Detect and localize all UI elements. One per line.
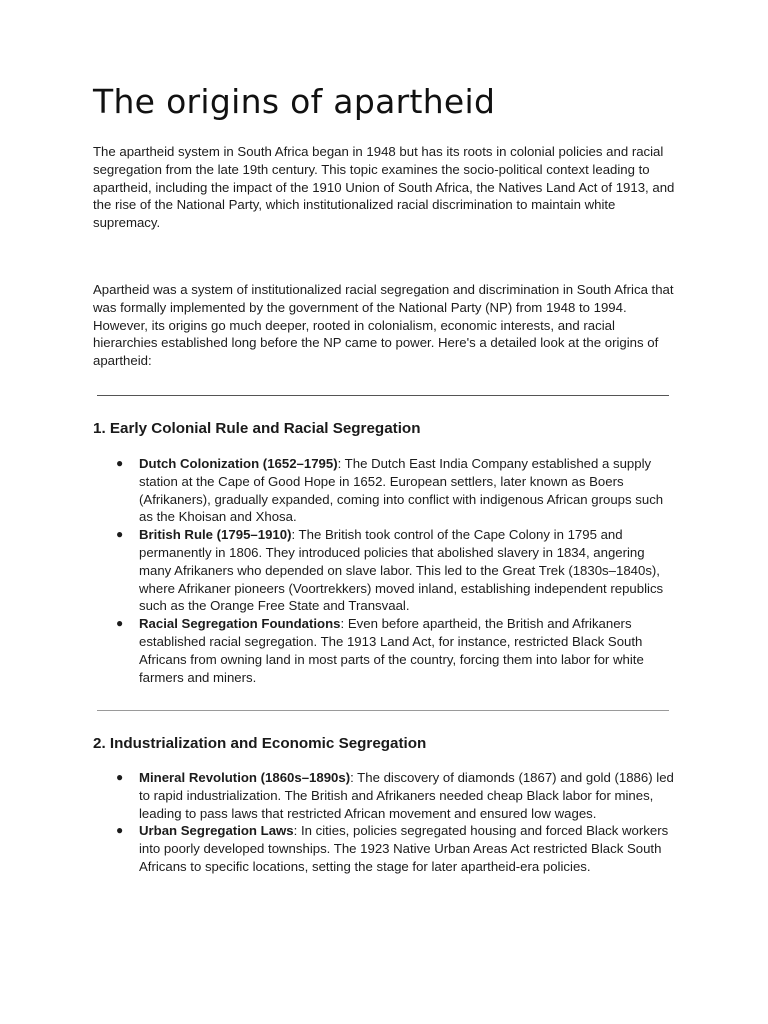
list-item bbox=[93, 455, 678, 526]
list-item-term: Urban Segregation Laws bbox=[139, 823, 294, 839]
bullet-dot-icon: ● bbox=[116, 770, 124, 784]
list-item-term: Mineral Revolution (1860s–1890s) bbox=[139, 770, 351, 785]
section-heading: 2. Industrialization and Economic Segregation bbox=[93, 735, 427, 752]
list-item-term: Dutch Colonization (1652–1795) bbox=[139, 456, 338, 471]
list-item-text: : The British took control of the Cape Colony in 1795 and permanently in 1806. They introduced policies that abolished slavery in 1834, angering many Afrikaners who depended on slave labor. This led to the Great Trek (1830s–1840s), where Afrikaner pioneers (Voortrekkers) moved inland, establishing independent republics such as the Orange Free State and Transvaal. bbox=[139, 527, 664, 614]
bullet-dot-icon: ● bbox=[116, 456, 124, 470]
bullet-dot-icon: ● bbox=[116, 616, 124, 631]
bullet-list bbox=[93, 769, 678, 876]
list-item-text: : In cities, policies segregated housing and forced Black workers into poorly developed townships. The 1923 Native Urban Areas Act restricted Black South Africans to specific locations, setting the stage for later apartheid-era policies. bbox=[139, 823, 669, 874]
list-item bbox=[93, 615, 678, 686]
section-divider bbox=[97, 395, 669, 396]
list-item bbox=[93, 769, 678, 822]
bullet-dot-icon: ● bbox=[116, 527, 124, 542]
list-item-text: : The Dutch East India Company established a supply station at the Cape of Good Hope in 1652. European settlers, later known as Boers (Afrikaners), gradually expanded, coming into conflict with indigenous African groups such as the Khoisan and Xhosa. bbox=[139, 456, 664, 525]
list-item-term: British Rule (1795–1910) bbox=[139, 527, 292, 543]
section-divider bbox=[97, 710, 669, 711]
intro-paragraph: The apartheid system in South Africa began in 1948 but has its roots in colonial policies and racial segregation from the late 19th century. This topic examines the socio-political context leading to apartheid, including the impact of the 1910 Union of South Africa, the Natives Land Act of 1913, and the rise of the National Party, which institutionalized racial discrimination to maintain white supremacy. bbox=[93, 144, 675, 231]
bullet-list bbox=[93, 455, 678, 686]
overview-paragraph: Apartheid was a system of institutionalized racial segregation and discrimination in South Africa that was formally implemented by the government of the National Party (NP) from 1948 to 1994. However, its origins go much deeper, rooted in colonialism, economic interests, and racial hierarchies established long before the NP came to power. Here's a detailed look at the origins of apartheid: bbox=[93, 282, 674, 369]
page-title: The origins of apartheid bbox=[93, 82, 496, 121]
list-item-term: Racial Segregation Foundations bbox=[139, 616, 341, 632]
bullet-dot-icon: ● bbox=[116, 823, 124, 838]
section-heading: 1. Early Colonial Rule and Racial Segregation bbox=[93, 420, 421, 437]
list-item-text: : Even before apartheid, the British and Afrikaners established racial segregation. The 1913 Land Act, for instance, restricted Black South Africans from owning land in most parts of the country, forcing them into labor for white farmers and miners. bbox=[139, 616, 644, 685]
list-item bbox=[93, 526, 678, 615]
list-item-text: : The discovery of diamonds (1867) and gold (1886) led to rapid industrialization. The British and Afrikaners needed cheap Black labor for mines, leading to pass laws that restricted African movement and ensured low wages. bbox=[139, 770, 674, 821]
list-item bbox=[93, 822, 678, 875]
